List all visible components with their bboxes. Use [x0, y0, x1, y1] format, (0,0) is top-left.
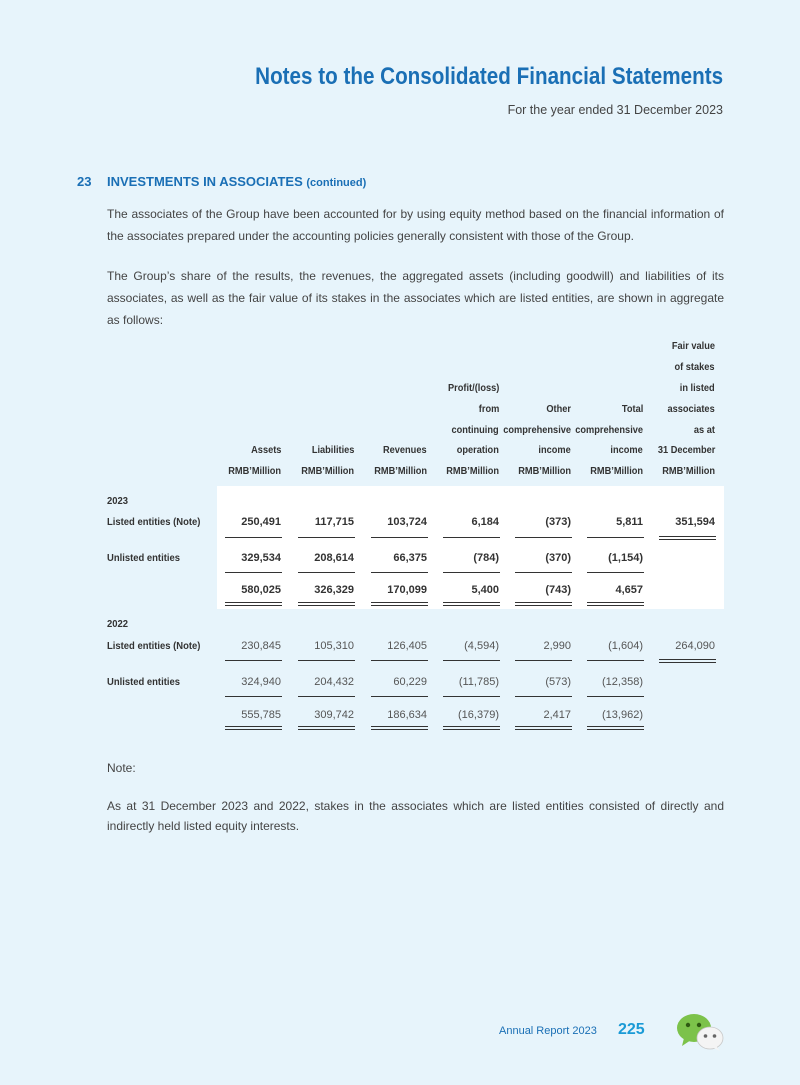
unlisted-2022-cell: 60,229: [393, 676, 427, 688]
listed-2022-cell: 264,090: [675, 640, 715, 652]
underline: [515, 572, 572, 573]
column-header-line: Other: [546, 402, 571, 415]
total-2022-cell: 309,742: [314, 709, 354, 721]
section-title: [107, 174, 366, 189]
column-header: [201, 330, 281, 482]
column-header-line: Liabilities: [311, 444, 354, 457]
listed-2022-cell: (4,594): [464, 640, 499, 652]
double-underline: [659, 659, 716, 663]
paragraph-equity-method: The associates of the Group have been accounted for by using equity method based on the financial information of the associates prepared under the accounting policies generally consistent with those of the Group.: [107, 207, 724, 243]
listed-2023-cell: 103,724: [387, 516, 427, 528]
column-header-line: income: [538, 444, 571, 457]
page-title: Notes to the Consolidated Financial Statements: [255, 63, 723, 90]
underline: [225, 572, 282, 573]
column-header-line: 31 December: [657, 444, 715, 457]
listed-2022-cell: 126,405: [387, 640, 427, 652]
total-2022-cell: 2,417: [543, 709, 571, 721]
underline: [587, 572, 644, 573]
double-underline: [587, 726, 644, 730]
underline: [515, 696, 572, 697]
unlisted-2023-cell: (1,154): [608, 552, 643, 564]
underline: [515, 537, 572, 538]
footer-report-name: Annual Report 2023: [499, 1025, 597, 1037]
column-header-line: RMB’Million: [374, 465, 427, 478]
unlisted-2023-cell: (370): [545, 552, 571, 564]
listed-2023-cell: (373): [545, 516, 571, 528]
note-label: Note:: [107, 761, 136, 775]
wechat-icon[interactable]: [676, 1012, 724, 1052]
total-2022-cell: (13,962): [602, 709, 643, 721]
column-header: [491, 330, 571, 482]
unlisted-2022-cell: (12,358): [602, 676, 643, 688]
column-header-line: Revenues: [383, 444, 427, 457]
unlisted-2022-cell: (573): [545, 676, 571, 688]
column-header-line: of stakes: [674, 361, 715, 374]
row-label-unlisted-2023: Unlisted entities: [107, 552, 180, 564]
underline: [443, 572, 500, 573]
underline: [587, 696, 644, 697]
year-label-2022: 2022: [107, 618, 129, 630]
listed-2023-cell: 5,811: [616, 516, 643, 528]
row-label-listed-2022: Listed entities (Note): [107, 640, 201, 652]
double-underline: [515, 602, 572, 606]
row-label-unlisted-2022: Unlisted entities: [107, 676, 180, 688]
year-label-2023: 2023: [107, 495, 129, 507]
double-underline: [443, 726, 500, 730]
underline: [371, 696, 428, 697]
unlisted-2023-cell: (784): [473, 552, 499, 564]
column-header: [563, 330, 643, 482]
total-2023-cell: 170,099: [387, 584, 427, 596]
column-header-line: continuing: [451, 423, 499, 436]
underline: [515, 660, 572, 661]
column-header-line: associates: [667, 402, 715, 415]
double-underline: [515, 726, 572, 730]
column-header-line: RMB’Million: [228, 465, 281, 478]
total-2022-cell: 186,634: [387, 709, 427, 721]
column-header-line: comprehensive: [575, 423, 643, 436]
underline: [371, 537, 428, 538]
double-underline: [298, 726, 355, 730]
column-header-line: RMB’Million: [518, 465, 571, 478]
listed-2022-cell: 230,845: [241, 640, 281, 652]
underline: [587, 537, 644, 538]
column-header: [419, 330, 499, 482]
unlisted-2023-cell: 208,614: [314, 552, 354, 564]
page-subtitle: For the year ended 31 December 2023: [507, 103, 723, 117]
double-underline: [298, 602, 355, 606]
listed-2023-cell: 117,715: [314, 516, 354, 528]
note-text: As at 31 December 2023 and 2022, stakes in the associates which are listed entities consisted of directly and indirectly held listed equity interests.: [107, 799, 724, 833]
listed-2022-cell: (1,604): [608, 640, 643, 652]
listed-2023-cell: 6,184: [471, 516, 499, 528]
underline: [225, 537, 282, 538]
column-header-line: Profit/(loss): [447, 382, 499, 395]
underline: [443, 696, 500, 697]
column-header: [347, 330, 427, 482]
underline: [298, 572, 355, 573]
double-underline: [371, 602, 428, 606]
underline: [225, 660, 282, 661]
column-header-line: RMB’Million: [446, 465, 499, 478]
underline: [443, 537, 500, 538]
underline: [587, 660, 644, 661]
total-2023-cell: 5,400: [471, 584, 499, 596]
double-underline: [587, 602, 644, 606]
column-header-line: Total: [621, 402, 643, 415]
underline: [371, 572, 428, 573]
double-underline: [371, 726, 428, 730]
double-underline: [659, 536, 716, 540]
unlisted-2022-cell: 204,432: [314, 676, 354, 688]
unlisted-2022-cell: (11,785): [458, 676, 499, 688]
column-header-line: RMB’Million: [590, 465, 643, 478]
listed-2022-cell: 105,310: [314, 640, 354, 652]
total-2022-cell: (16,379): [458, 709, 499, 721]
double-underline: [225, 602, 282, 606]
column-header-line: as at: [693, 423, 715, 436]
section-number: 23: [77, 174, 92, 189]
column-header-line: comprehensive: [503, 423, 571, 436]
total-2023-cell: 580,025: [241, 584, 281, 596]
total-2022-cell: 555,785: [241, 709, 281, 721]
column-header-line: RMB’Million: [301, 465, 354, 478]
column-header: [635, 330, 715, 482]
section-title-suffix: (continued): [306, 177, 367, 189]
total-2023-cell: (743): [545, 584, 571, 596]
underline: [298, 537, 355, 538]
listed-2022-cell: 2,990: [543, 640, 571, 652]
total-2023-cell: 326,329: [314, 584, 354, 596]
double-underline: [225, 726, 282, 730]
column-header-line: RMB’Million: [662, 465, 715, 478]
column-header: [274, 330, 354, 482]
section-title-text: INVESTMENTS IN ASSOCIATES: [107, 174, 303, 189]
unlisted-2023-cell: 66,375: [393, 552, 427, 564]
page-number: 225: [618, 1021, 645, 1038]
listed-2023-cell: 250,491: [241, 516, 281, 528]
double-underline: [443, 602, 500, 606]
underline: [298, 696, 355, 697]
paragraph-share-of-results: The Group’s share of the results, the revenues, the aggregated assets (including goodwill) and liabilities of its associates, as well as the fair value of its stakes in the associates which are listed entities, are shown in aggregate as follows:: [107, 269, 724, 327]
underline: [225, 696, 282, 697]
underline: [371, 660, 428, 661]
column-header-line: Assets: [250, 444, 281, 457]
underline: [298, 660, 355, 661]
listed-2023-cell: 351,594: [675, 516, 715, 528]
row-label-listed-2023: Listed entities (Note): [107, 516, 201, 528]
column-header-line: from: [478, 402, 499, 415]
unlisted-2022-cell: 324,940: [241, 676, 281, 688]
column-header-line: operation: [456, 444, 499, 457]
column-header-line: Fair value: [671, 340, 715, 353]
column-header-line: income: [610, 444, 643, 457]
unlisted-2023-cell: 329,534: [241, 552, 281, 564]
column-header-line: in listed: [680, 382, 715, 395]
underline: [443, 660, 500, 661]
total-2023-cell: 4,657: [615, 584, 643, 596]
